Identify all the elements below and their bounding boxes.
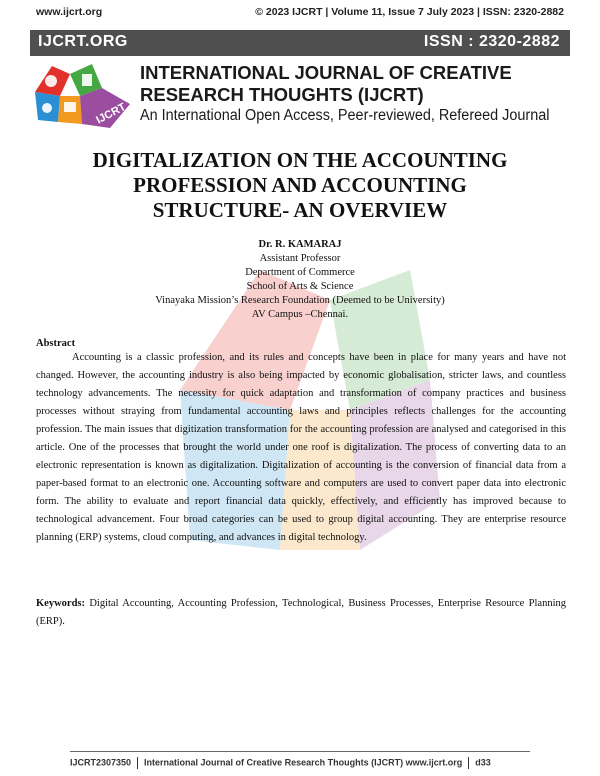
paper-title-line: STRUCTURE- AN OVERVIEW	[152, 198, 448, 222]
footer-journal: International Journal of Creative Research Thoughts (IJCRT)	[144, 757, 404, 768]
author-affiliation-line: School of Arts & Science	[246, 281, 354, 292]
abstract-heading: Abstract	[36, 338, 76, 349]
journal-title-line1: INTERNATIONAL JOURNAL OF CREATIVE	[140, 62, 512, 83]
footer-paper-id: IJCRT2307350	[70, 757, 132, 768]
running-header	[36, 6, 564, 20]
keywords	[36, 595, 566, 631]
page-footer	[70, 757, 491, 769]
footer-page-number: d33	[475, 757, 491, 768]
header-issue-info: © 2023 IJCRT | Volume 11, Issue 7 July 2023 | ISSN: 2320-2882	[255, 6, 564, 18]
keywords-text: Digital Accounting, Accounting Profession, Technological, Business Processes, Enterprise Resource Planning (ERP).	[36, 598, 566, 627]
author-affiliation-line: Department of Commerce	[245, 267, 355, 278]
banner-site: IJCRT.ORG	[38, 33, 128, 50]
paper-title-line: PROFESSION AND ACCOUNTING	[133, 173, 467, 197]
footer-site-link[interactable]: www.ijcrt.org	[405, 757, 463, 768]
journal-banner	[30, 30, 570, 56]
abstract-text: Accounting is a classic profession, and its rules and concepts have been in place for many years and have not changed. However, the accounting industry is also being impacted by economic globalisation, stricter laws, and countless technology advancements. The necessity for quick adaptation and transformation of company practices and business processes without straying from fundamental accounting laws and principles reflects challenges for the accounting profession. The main issues that digitization transformation for the accounting profession are analysed and categorised in this article. One of the processes that brought the world under one roof is digitalization. The process of converting data to an electronic representation is known as digitalization. Digitalization of accounting is the conversion of financial data from a paper-based format to an electronic one. Accounting software and computers are used to convert paper data into electronic form. The ability to evaluate and report financial data quickly, effectively, and efficiently has improved because to technological advancement. Four broad categories can be used to group digital accounting. They are enterprise resource planning (ERP) systems, cloud computing, and advances in digital technology.	[36, 352, 566, 543]
footer-divider	[70, 751, 530, 752]
author-name: Dr. R. KAMARAJ	[258, 239, 342, 250]
paper-title-line: DIGITALIZATION ON THE ACCOUNTING	[92, 148, 508, 172]
banner-issn: ISSN : 2320-2882	[423, 33, 560, 50]
author-affiliation-line: Assistant Professor	[259, 253, 341, 264]
author-affiliation-line: Vinayaka Mission’s Research Foundation (Deemed to be University)	[155, 295, 445, 306]
journal-subtitle: An International Open Access, Peer-reviewed, Refereed Journal	[140, 107, 550, 124]
paper-title	[40, 148, 560, 223]
ijcrt-logo-icon	[30, 62, 135, 130]
author-block	[40, 238, 560, 322]
footer-separator	[468, 757, 469, 769]
logo-lettering: IJCRT	[94, 101, 128, 127]
header-site-link[interactable]: www.ijcrt.org	[36, 6, 103, 18]
author-affiliation-line: AV Campus –Chennai.	[251, 309, 349, 320]
footer-separator	[137, 757, 138, 769]
journal-title-line2: RESEARCH THOUGHTS (IJCRT)	[140, 84, 424, 105]
keywords-label: Keywords:	[36, 598, 85, 609]
